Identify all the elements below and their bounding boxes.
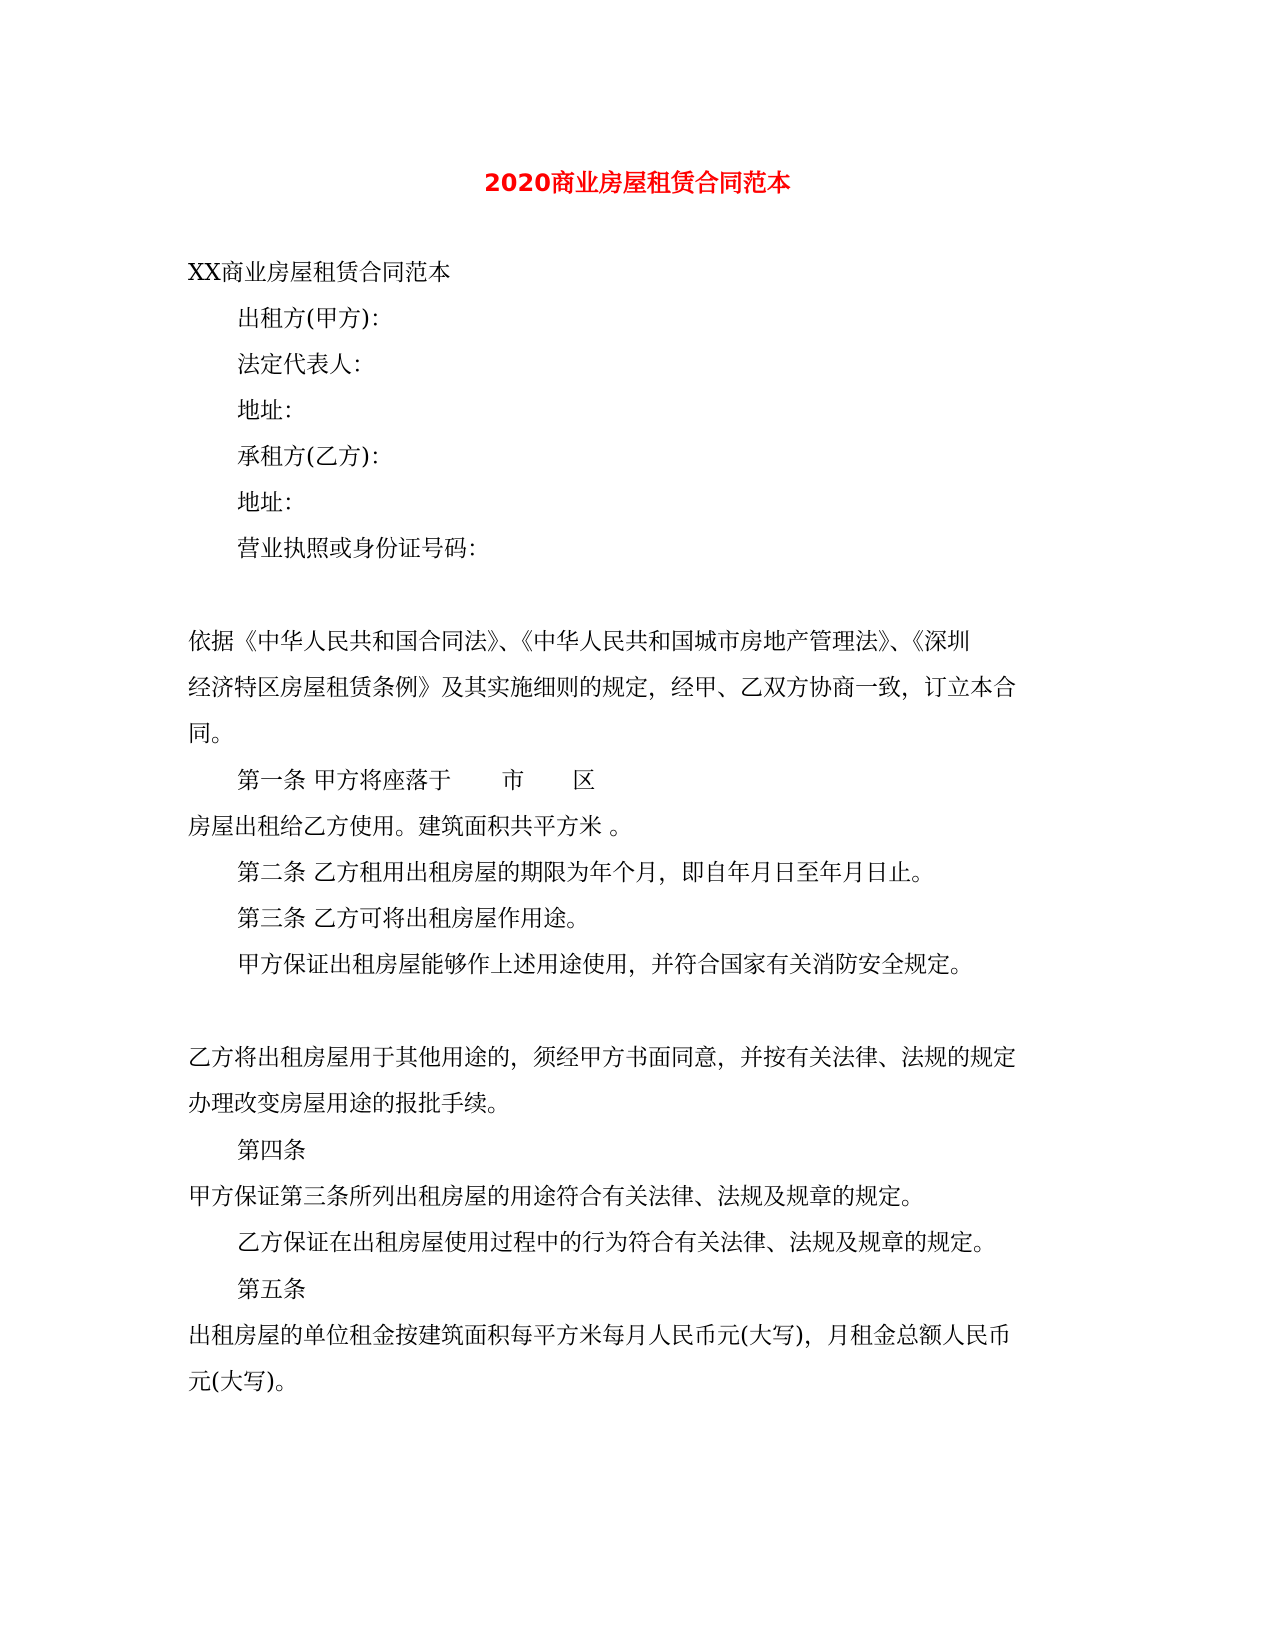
article2-text: 第二条 乙方租用出租房屋的期限为年个月，即自年月日至年月日止。: [237, 860, 935, 886]
lessor-address-label: 地址：: [237, 398, 306, 424]
preamble-line-3: 同。: [188, 721, 234, 747]
article3-guarantee: 甲方保证出租房屋能够作上述用途使用，并符合国家有关消防安全规定。: [237, 952, 973, 978]
article3-change-line-2: 办理改变房屋用途的报批手续。: [188, 1091, 510, 1117]
article4-lessor-guarantee: 甲方保证第三条所列出租房屋的用途符合有关法律、法规及规章的规定。: [188, 1184, 924, 1210]
preamble-line-2: 经济特区房屋租赁条例》及其实施细则的规定，经甲、乙双方协商一致，订立本合: [188, 675, 1016, 701]
article4-lessee-guarantee: 乙方保证在出租房屋使用过程中的行为符合有关法律、法规及规章的规定。: [237, 1230, 996, 1256]
lessee-label: 承租方(乙方)：: [237, 444, 393, 470]
contract-subtitle: XX商业房屋租赁合同范本: [188, 260, 451, 286]
article1-city: 市: [501, 768, 525, 794]
lessee-address-label: 地址：: [237, 490, 306, 516]
article1-district: 区: [572, 768, 596, 794]
article1-prefix: 第一条 甲方将座落于: [237, 768, 452, 794]
article1-continuation: 房屋出租给乙方使用。建筑面积共平方米 。: [188, 814, 633, 840]
preamble-line-1: 依据《中华人民共和国合同法》、《中华人民共和国城市房地产管理法》、《深圳: [188, 629, 970, 655]
lessor-label: 出租方(甲方)：: [237, 306, 393, 332]
article5-rent-line-1: 出租房屋的单位租金按建筑面积每平方米每月人民币元(大写)，月租金总额人民币: [188, 1323, 1011, 1349]
article5-heading: 第五条: [237, 1277, 306, 1303]
article3-change-line-1: 乙方将出租房屋用于其他用途的，须经甲方书面同意，并按有关法律、法规的规定: [188, 1045, 1016, 1071]
article4-heading: 第四条: [237, 1138, 306, 1164]
document-title: 2020商业房屋租赁合同范本: [484, 169, 791, 197]
article3-heading: 第三条 乙方可将出租房屋作用途。: [237, 906, 590, 932]
license-id-label: 营业执照或身份证号码：: [237, 536, 490, 562]
legal-rep-label: 法定代表人：: [237, 352, 375, 378]
article5-rent-line-2: 元(大写)。: [188, 1369, 298, 1395]
article1-line: [237, 766, 595, 796]
